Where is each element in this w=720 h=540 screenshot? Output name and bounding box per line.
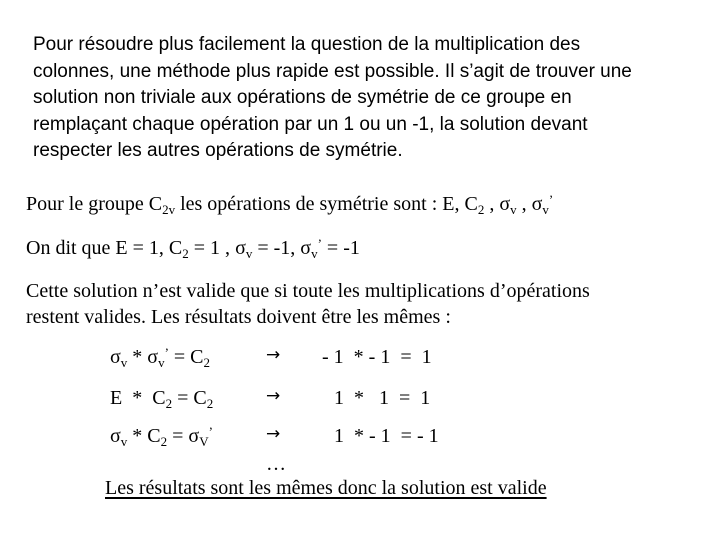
right-arrow-icon: → — [266, 386, 281, 406]
intro-line: solution non triviale aux opérations de symétrie de ce groupe en — [33, 87, 572, 108]
validity-line: Cette solution n’est valide que si toute les multiplications d’opérations — [26, 280, 590, 302]
ellipsis: … — [266, 453, 286, 475]
equation-lhs: $E * C_2 = C_2$ — [110, 387, 214, 411]
intro-paragraph — [33, 32, 632, 165]
assignment-line: On dit que E = 1, $C_2 = 1$ , $\sigma_v = -1$, $\sigma_v^’ = -1$ — [26, 236, 360, 261]
intro-line: remplaçant chaque opération par un 1 ou un -1, la solution devant — [33, 113, 588, 135]
intro-line: respecter les autres opérations de symétrie. — [33, 140, 403, 161]
sigma-symbol: σ — [499, 193, 511, 215]
equation-rhs: 1 * - 1 = - 1 — [334, 425, 439, 447]
conclusion-text: Les résultats sont les mêmes donc la solution est valide — [105, 477, 547, 499]
sigma-symbol: σ — [300, 237, 312, 259]
sigma-symbol: σ — [531, 193, 543, 215]
equation-lhs: $\sigma_v * C_2 = \sigma_V^’$ — [110, 424, 213, 449]
right-arrow-icon: → — [266, 345, 281, 365]
equation-rhs: 1 * 1 = 1 — [334, 387, 431, 409]
intro-line: Pour résoudre plus facilement la question de la multiplication des — [33, 34, 581, 55]
intro-line: colonnes, une méthode plus rapide est possible. Il s’agit de trouver une — [33, 60, 632, 82]
validity-paragraph — [26, 278, 590, 330]
right-arrow-icon: → — [266, 424, 281, 444]
group-operations-line: Pour le groupe $C_{2v}$ les opérations de symétrie sont : E, $C_2$ , $\sigma_v$ , $\sigma_v^’$ — [26, 192, 554, 217]
equation-lhs: $\sigma_v * \sigma_v^’ = C_2$ — [110, 345, 211, 370]
validity-line: restent valides. Les résultats doivent être les mêmes : — [26, 306, 451, 328]
equation-rhs: - 1 * - 1 = 1 — [322, 346, 432, 368]
sigma-symbol: σ — [235, 237, 246, 259]
